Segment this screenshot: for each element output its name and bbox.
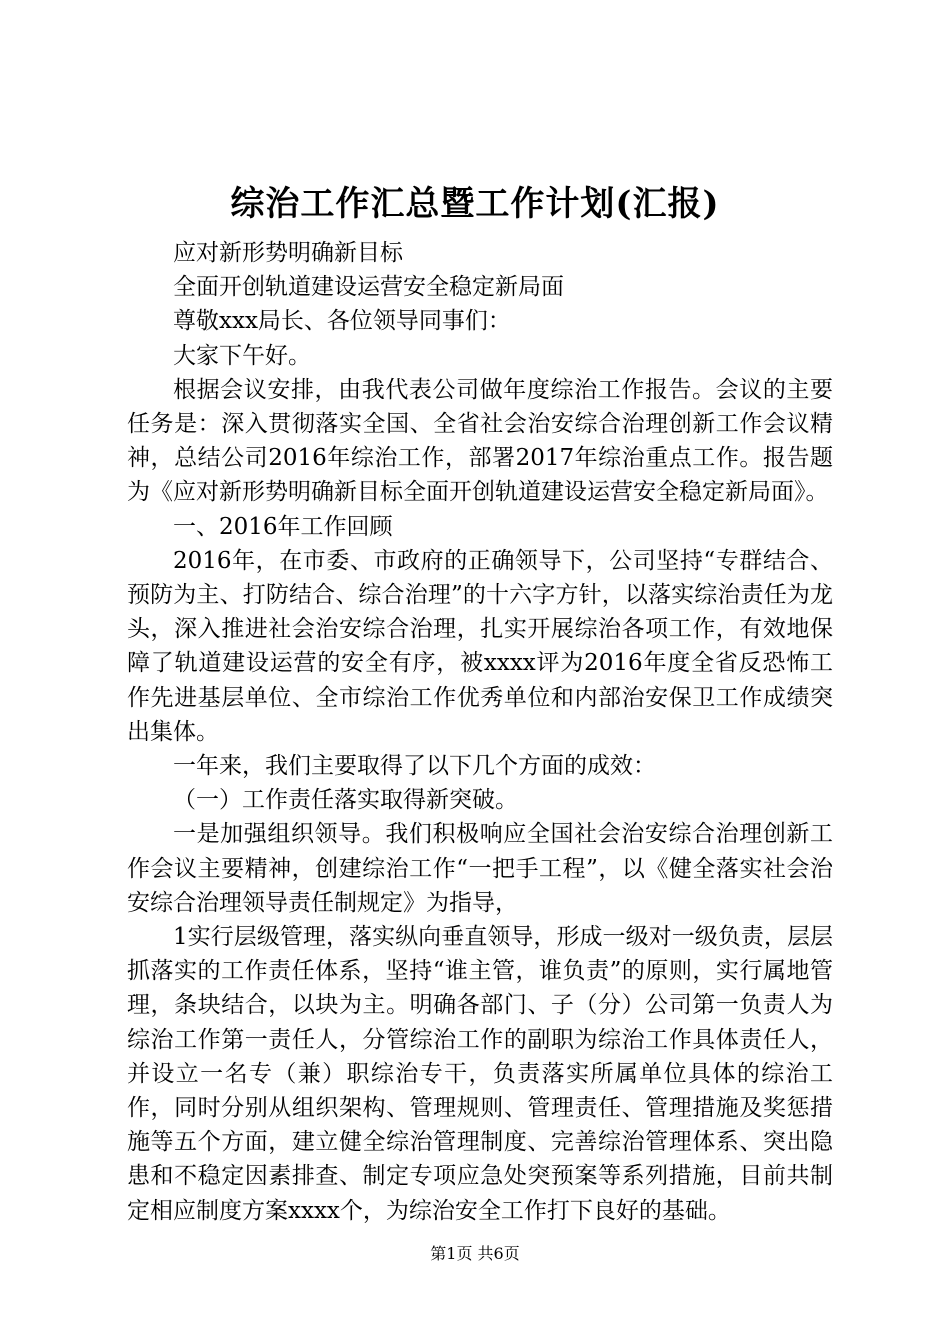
paragraph: 一是加强组织领导。我们积极响应全国社会治安综合治理创新工作会议主要精神，创建综治工作“一把手工程”，以《健全落实社会治安综合治理领导责任制规定》为指导， <box>127 821 833 916</box>
document-body <box>127 236 833 1228</box>
paragraph: 2016年，在市委、市政府的正确领导下，公司坚持“专群结合、预防为主、打防结合、综合治理”的十六字方针，以落实综治责任为龙头，深入推进社会治安综合治理，扎实开展综治各项工作，有效地保障了轨道建设运营的安全有序，被xxxx评为2016年度全省反恐怖工作先进基层单位、全市综治工作优秀单位和内部治安保卫工作成绩突出集体。 <box>127 547 833 745</box>
page-footer: 第1页 共6页 <box>430 1244 520 1263</box>
salutation: 尊敬xxx局长、各位领导同事们： <box>173 308 511 335</box>
paragraph: 一年来，我们主要取得了以下几个方面的成效： <box>173 753 656 780</box>
document-title: 综治工作汇总暨工作计划(汇报) <box>230 184 720 224</box>
subsection-heading: （一）工作责任落实取得新突破。 <box>173 787 518 814</box>
section-heading: 一、2016年工作回顾 <box>173 513 393 540</box>
paragraph: 1实行层级管理，落实纵向垂直领导，形成一级对一级负责，层层抓落实的工作责任体系，坚持“谁主管，谁负责”的原则，实行属地管理，条块结合，以块为主。明确各部门、子（分）公司第一负责人为综治工作第一责任人，分管综治工作的副职为综治工作具体责任人，并设立一名专（兼）职综治专干，负责落实所属单位具体的综治工作，同时分别从组织架构、管理规则、管理责任、管理措施及奖惩措施等五个方面，建立健全综治管理制度、完善综治管理体系、突出隐患和不稳定因素排查、制定专项应急处突预案等系列措施，目前共制定相应制度方案xxxx个，为综治安全工作打下良好的基础。 <box>127 924 833 1224</box>
paragraph: 全面开创轨道建设运营安全稳定新局面 <box>173 274 564 301</box>
greeting: 大家下午好。 <box>173 342 311 369</box>
paragraph: 应对新形势明确新目标 <box>173 240 403 266</box>
paragraph: 根据会议安排，由我代表公司做年度综治工作报告。会议的主要任务是：深入贯彻落实全国、全省社会治安综合治理创新工作会议精神，总结公司2016年综治工作，部署2017年综治重点工作。报告题为《应对新形势明确新目标全面开创轨道建设运营安全稳定新局面》。 <box>127 376 833 506</box>
